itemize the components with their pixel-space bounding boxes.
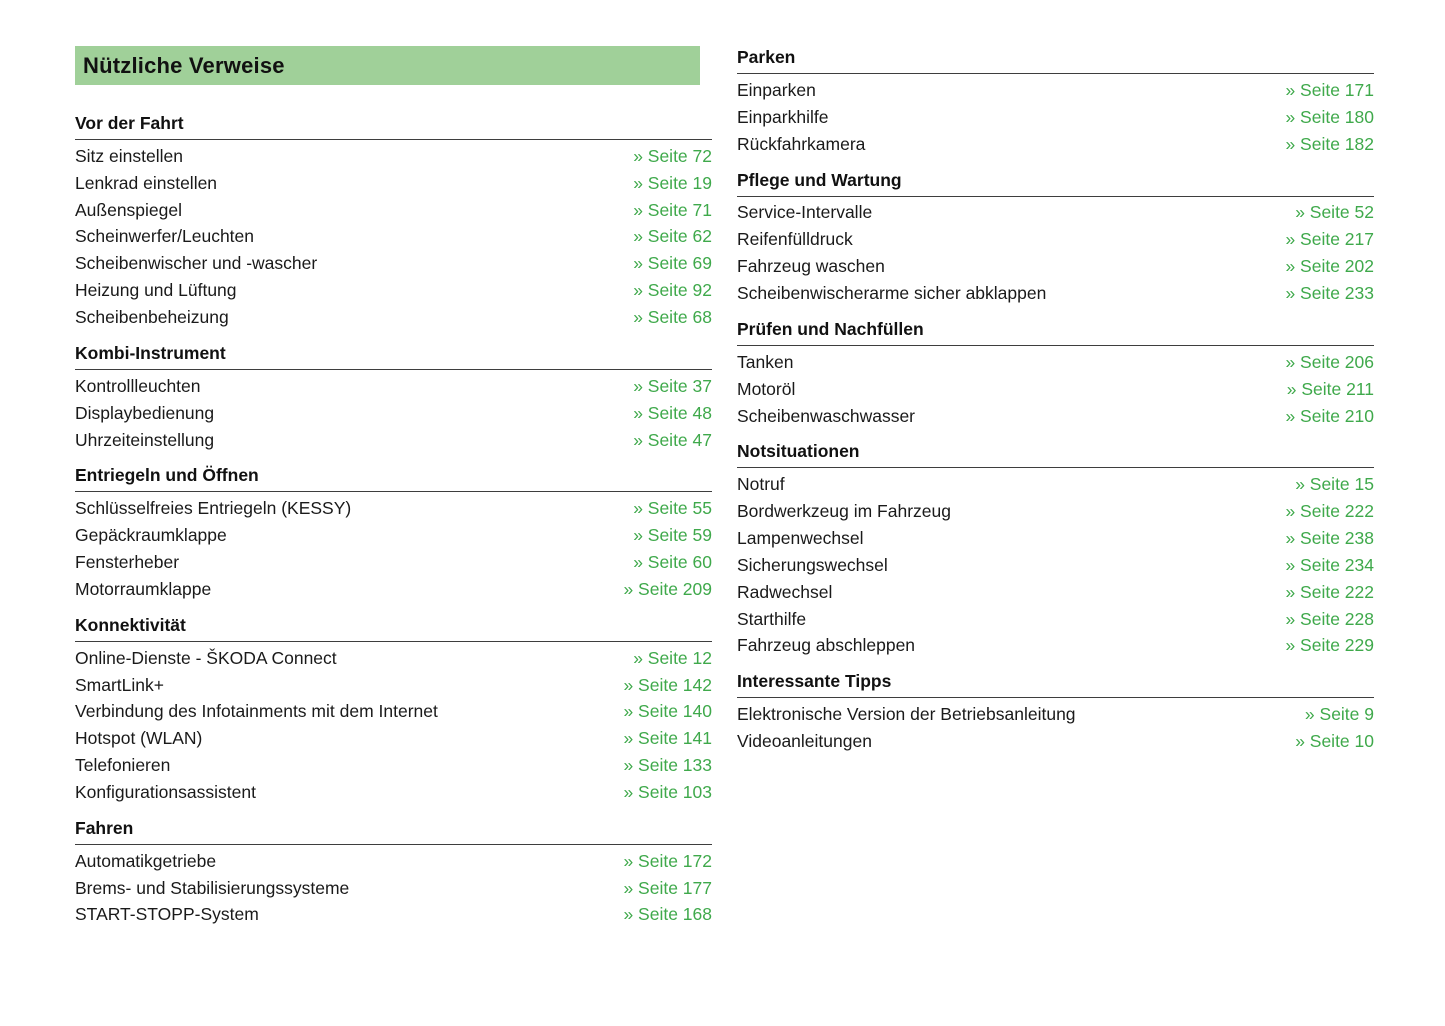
reference-label: Scheibenwaschwasser: [737, 405, 916, 426]
page-reference-link[interactable]: » Seite 168: [623, 904, 712, 925]
reference-row: [75, 304, 712, 331]
reference-row: [75, 875, 712, 902]
section: [737, 318, 1374, 430]
section: [737, 440, 1374, 659]
reference-label: Online-Dienste - ŠKODA Connect: [75, 647, 337, 668]
reference-row: [75, 197, 712, 224]
page-reference-link[interactable]: » Seite 72: [633, 145, 712, 166]
reference-row: [75, 752, 712, 779]
reference-label: Rückfahrkamera: [737, 133, 866, 154]
reference-row: [737, 226, 1374, 253]
reference-label: Elektronische Version der Betriebsanleitung: [737, 704, 1076, 725]
page-reference-link[interactable]: » Seite 59: [633, 525, 712, 546]
page-reference-link[interactable]: » Seite 12: [633, 647, 712, 668]
reference-row: [737, 253, 1374, 280]
page-reference-link[interactable]: » Seite 92: [633, 280, 712, 301]
section-rows: [737, 197, 1374, 307]
reference-columns: [75, 46, 1374, 928]
reference-row: [737, 349, 1374, 376]
reference-label: Heizung und Lüftung: [75, 280, 237, 301]
reference-row: [737, 471, 1374, 498]
section-rows: [737, 468, 1374, 659]
reference-label: Fahrzeug waschen: [737, 256, 885, 277]
reference-label: SmartLink+: [75, 674, 164, 695]
page-reference-link[interactable]: » Seite 55: [633, 498, 712, 519]
section-heading: Prüfen und Nachfüllen: [737, 318, 1374, 346]
page-reference-link[interactable]: » Seite 182: [1285, 133, 1374, 154]
reference-label: Brems- und Stabilisierungssysteme: [75, 877, 350, 898]
reference-label: Sicherungswechsel: [737, 554, 888, 575]
reference-row: [75, 725, 712, 752]
page-reference-link[interactable]: » Seite 172: [623, 850, 712, 871]
reference-label: Außenspiegel: [75, 199, 183, 220]
reference-label: Schlüsselfreies Entriegeln (KESSY): [75, 498, 352, 519]
reference-row: [75, 427, 712, 454]
reference-row: [737, 104, 1374, 131]
section-rows: [737, 346, 1374, 430]
reference-label: Notruf: [737, 474, 785, 495]
page-reference-link[interactable]: » Seite 19: [633, 172, 712, 193]
section-rows: [737, 698, 1374, 755]
reference-label: Motorraumklappe: [75, 578, 212, 599]
reference-label: Videoanleitungen: [737, 731, 872, 752]
section-heading: Notsituationen: [737, 440, 1374, 468]
reference-label: START-STOPP-System: [75, 904, 259, 925]
reference-label: Kontrollleuchten: [75, 375, 201, 396]
reference-row: [75, 902, 712, 929]
reference-row: [737, 77, 1374, 104]
reference-label: Scheibenwischerarme sicher abklappen: [737, 282, 1047, 303]
reference-label: Verbindung des Infotainments mit dem Internet: [75, 701, 438, 722]
section: [75, 614, 712, 806]
reference-row: [737, 200, 1374, 227]
page-reference-link[interactable]: » Seite 202: [1285, 256, 1374, 277]
page-title-banner: [75, 46, 700, 85]
page-reference-link[interactable]: » Seite 68: [633, 306, 712, 327]
reference-label: Lampenwechsel: [737, 528, 864, 549]
page-reference-link[interactable]: » Seite 103: [623, 781, 712, 802]
section: [75, 817, 712, 929]
page-reference-link[interactable]: » Seite 133: [623, 755, 712, 776]
reference-label: Tanken: [737, 351, 794, 372]
page-reference-link[interactable]: » Seite 222: [1285, 581, 1374, 602]
page-reference-link[interactable]: » Seite 15: [1295, 474, 1374, 495]
reference-label: Lenkrad einstellen: [75, 172, 218, 193]
reference-row: [737, 498, 1374, 525]
page-reference-link[interactable]: » Seite 140: [623, 701, 712, 722]
reference-row: [737, 525, 1374, 552]
reference-row: [75, 522, 712, 549]
page-reference-link[interactable]: » Seite 180: [1285, 106, 1374, 127]
section: [75, 112, 712, 331]
section-heading: Parken: [737, 46, 1374, 74]
page-reference-link[interactable]: » Seite 69: [633, 253, 712, 274]
section-rows: [75, 370, 712, 454]
reference-row: [75, 277, 712, 304]
section-heading: Vor der Fahrt: [75, 112, 712, 140]
reference-label: Konfigurationsassistent: [75, 781, 256, 802]
section: [75, 464, 712, 602]
section-heading: Interessante Tipps: [737, 670, 1374, 698]
reference-row: [737, 552, 1374, 579]
section-rows: [75, 492, 712, 602]
section: [737, 169, 1374, 307]
reference-label: Gepäckraumklappe: [75, 525, 227, 546]
reference-label: Service-Intervalle: [737, 202, 873, 223]
reference-label: Scheibenwischer und -wascher: [75, 253, 318, 274]
reference-row: [737, 376, 1374, 403]
reference-label: Sitz einstellen: [75, 145, 183, 166]
page-reference-link[interactable]: » Seite 37: [633, 375, 712, 396]
reference-row: [737, 701, 1374, 728]
reference-row: [75, 400, 712, 427]
page-reference-link[interactable]: » Seite 142: [623, 674, 712, 695]
reference-row: [75, 495, 712, 522]
section-heading: Konnektivität: [75, 614, 712, 642]
page-reference-link[interactable]: » Seite 9: [1304, 704, 1374, 725]
reference-label: Einparkhilfe: [737, 106, 829, 127]
reference-label: Telefonieren: [75, 755, 171, 776]
reference-label: Bordwerkzeug im Fahrzeug: [737, 501, 951, 522]
section: [75, 342, 712, 454]
reference-label: Starthilfe: [737, 608, 807, 629]
reference-label: Uhrzeiteinstellung: [75, 429, 215, 450]
reference-row: [737, 728, 1374, 755]
section-heading: Pflege und Wartung: [737, 169, 1374, 197]
right-column: [737, 46, 1374, 755]
page-reference-link[interactable]: » Seite 60: [633, 552, 712, 573]
section-rows: [75, 140, 712, 331]
reference-row: [737, 606, 1374, 633]
page-reference-link[interactable]: » Seite 206: [1285, 351, 1374, 372]
reference-row: [75, 576, 712, 603]
section-rows: [75, 642, 712, 806]
page-reference-link[interactable]: » Seite 48: [633, 402, 712, 423]
page-reference-link[interactable]: » Seite 62: [633, 226, 712, 247]
reference-row: [737, 280, 1374, 307]
page-reference-link[interactable]: » Seite 211: [1286, 378, 1374, 399]
reference-label: Reifenfülldruck: [737, 229, 853, 250]
reference-row: [75, 170, 712, 197]
reference-row: [75, 645, 712, 672]
page-reference-link[interactable]: » Seite 238: [1285, 528, 1374, 549]
reference-row: [737, 403, 1374, 430]
section: [737, 46, 1374, 158]
reference-label: Fensterheber: [75, 552, 180, 573]
reference-label: Hotspot (WLAN): [75, 728, 203, 749]
reference-row: [75, 143, 712, 170]
reference-row: [75, 373, 712, 400]
page-reference-link[interactable]: » Seite 47: [633, 429, 712, 450]
reference-row: [75, 224, 712, 251]
section-heading: Fahren: [75, 817, 712, 845]
page-reference-link[interactable]: » Seite 209: [623, 578, 712, 599]
page-reference-link[interactable]: » Seite 228: [1285, 608, 1374, 629]
reference-row: [75, 549, 712, 576]
page-reference-link[interactable]: » Seite 210: [1285, 405, 1374, 426]
reference-row: [737, 633, 1374, 660]
reference-row: [737, 579, 1374, 606]
page-reference-link[interactable]: » Seite 141: [623, 728, 712, 749]
page-reference-link[interactable]: » Seite 217: [1285, 229, 1374, 250]
reference-label: Scheinwerfer/Leuchten: [75, 226, 254, 247]
reference-row: [75, 250, 712, 277]
page-reference-link[interactable]: » Seite 171: [1285, 79, 1374, 100]
page-reference-link[interactable]: » Seite 71: [633, 199, 712, 220]
reference-label: Scheibenbeheizung: [75, 306, 229, 327]
reference-label: Motoröl: [737, 378, 796, 399]
section: [737, 670, 1374, 755]
reference-label: Automatikgetriebe: [75, 850, 217, 871]
page-reference-link[interactable]: » Seite 222: [1285, 501, 1374, 522]
reference-row: [737, 131, 1374, 158]
reference-label: Fahrzeug abschleppen: [737, 635, 916, 656]
page-reference-link[interactable]: » Seite 10: [1295, 731, 1374, 752]
page-title: Nützliche Verweise: [83, 52, 285, 78]
reference-label: Radwechsel: [737, 581, 833, 602]
page-reference-link[interactable]: » Seite 52: [1295, 202, 1374, 223]
reference-label: Einparken: [737, 79, 816, 100]
reference-row: [75, 779, 712, 806]
page-reference-link[interactable]: » Seite 177: [623, 877, 712, 898]
left-column: [75, 46, 712, 928]
section-heading: Entriegeln und Öffnen: [75, 464, 712, 492]
page-reference-link[interactable]: » Seite 233: [1285, 282, 1374, 303]
page-reference-link[interactable]: » Seite 229: [1285, 635, 1374, 656]
reference-row: [75, 848, 712, 875]
section-rows: [737, 74, 1374, 158]
page-reference-link[interactable]: » Seite 234: [1285, 554, 1374, 575]
reference-row: [75, 672, 712, 699]
section-heading: Kombi-Instrument: [75, 342, 712, 370]
reference-label: Displaybedienung: [75, 402, 215, 423]
reference-row: [75, 699, 712, 726]
section-rows: [75, 845, 712, 929]
